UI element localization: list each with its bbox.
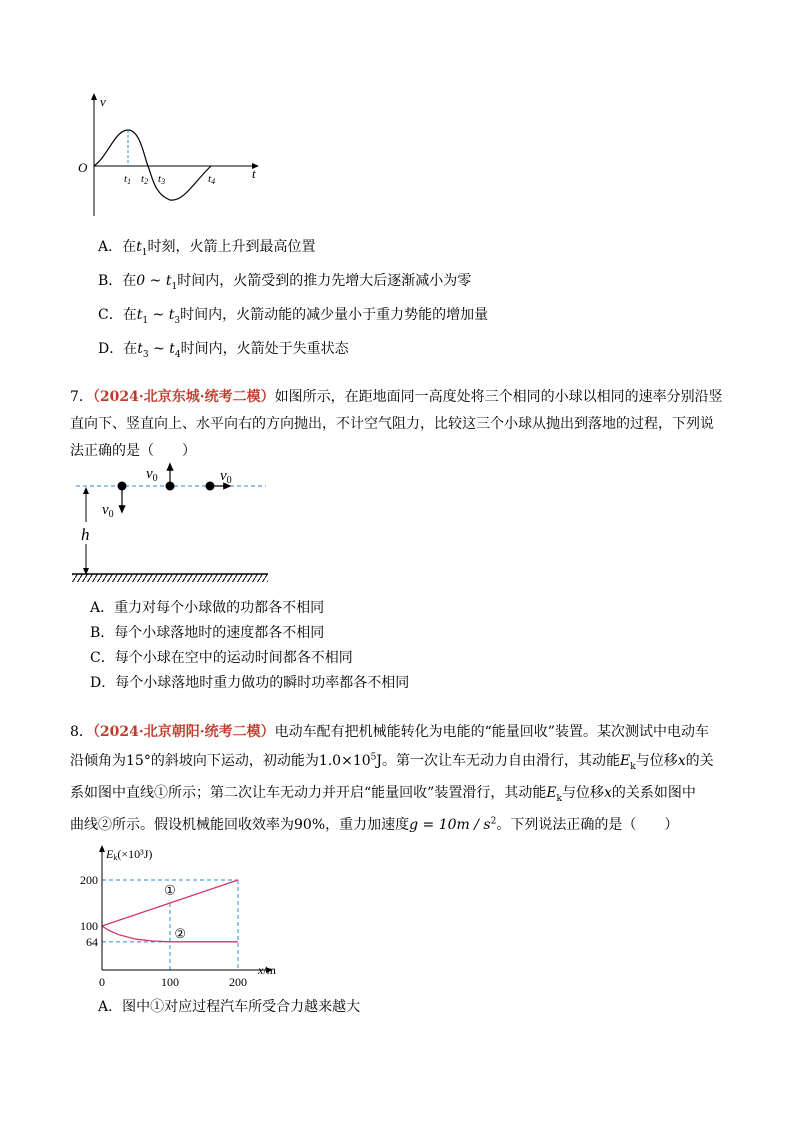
height-label: h xyxy=(81,525,90,544)
v-axis-label: v xyxy=(100,94,106,109)
tick-t1: t1 xyxy=(124,173,132,186)
ytick-100: 100 xyxy=(80,919,98,933)
origin-zero-label: 0 xyxy=(99,975,105,989)
x-axis-label: x/m xyxy=(258,963,276,977)
q8-stem-line3: 系如图中直线①所示；第二次让车无动力并开启“能量回收”装置滑行，其动能$E_k$与位移x的关系如图中 xyxy=(70,785,696,804)
q8-stem-line1: 8．（2024·北京朝阳·统考二模）电动车配有把机械能转化为电能的“能量回收”装置。某次测试中电动车 xyxy=(70,724,709,740)
q7-source-tag: （2024·北京东城·统考二模） xyxy=(92,389,275,405)
ball-upward xyxy=(166,482,175,491)
tick-t2: t2 xyxy=(141,173,149,186)
tick-t3: t3 xyxy=(158,173,166,186)
q7-stem-line1: 7．（2024·北京东城·统考二模）如图所示，在距地面同一高度处将三个相同的小球以相同的速率分别沿竖 xyxy=(70,389,723,405)
velocity-curve xyxy=(94,130,211,200)
q6-option-a[interactable]: A．在$t_1$时刻，火箭上升到最高位置 xyxy=(98,239,316,258)
q6-option-d[interactable]: D．在$t_3$ ~ $t_4$时间内，火箭处于失重状态 xyxy=(98,341,349,360)
ek-y-axis-label: Ek(×10³J) xyxy=(106,847,153,862)
ball-horizontal-v0: $v_0$ xyxy=(220,468,232,486)
q6-option-c[interactable]: C．在$t_1$ ~ $t_3$时间内，火箭动能的减少量小于重力势能的增加量 xyxy=(98,307,489,326)
q7-stem-line2: 直向下、竖直向上、水平向右的方向抛出，不计空气阻力，比较这三个小球从抛出到落地的过程，下列说 xyxy=(70,416,714,432)
energy-displacement-chart xyxy=(70,842,300,992)
q8-stem-line4: 曲线②所示。假设机械能回收效率为90%，重力加速度$g = 10m / s^2$。下列说法正确的是（ ） xyxy=(70,816,679,833)
q7-stem-line3: 法正确的是（ ） xyxy=(70,443,196,459)
xtick-200: 200 xyxy=(229,975,247,989)
velocity-time-figure xyxy=(70,90,280,225)
q7-option-c[interactable]: C．每个小球在空中的运动时间都各不相同 xyxy=(90,650,353,666)
ground-hatch xyxy=(72,574,268,582)
ytick-64: 64 xyxy=(86,934,98,949)
xtick-100: 100 xyxy=(161,975,179,989)
q8-source-tag: （2024·北京朝阳·统考二模） xyxy=(92,724,275,740)
q7-option-b[interactable]: B．每个小球落地时的速度都各不相同 xyxy=(90,625,325,641)
q6-option-b[interactable]: B．在0 ~ $t_1$时间内，火箭受到的推力先增大后逐渐减小为零 xyxy=(98,273,472,292)
q8-stem-line2: 沿倾角为15°的斜坡向下运动，初动能为$1.0\times 10^5J$。第一次让车无动力自由滑行，其动能$E_k$与位移x的关 xyxy=(70,752,714,772)
projectile-figure xyxy=(70,458,280,584)
ball-downward-v0: $v_0$ xyxy=(102,502,114,520)
series-1-label: ① xyxy=(164,882,176,898)
ball-upward-v0: $v_0$ xyxy=(146,466,158,484)
origin-label: O xyxy=(78,160,88,175)
q8-option-a[interactable]: A．图中①对应过程汽车所受合力越来越大 xyxy=(98,999,361,1015)
ball-horizontal xyxy=(206,482,215,491)
ball-downward xyxy=(118,482,127,491)
ytick-200: 200 xyxy=(80,873,98,887)
q7-option-a[interactable]: A．重力对每个小球做的功都各不相同 xyxy=(90,600,325,616)
q7-option-d[interactable]: D．每个小球落地时重力做功的瞬时功率都各不相同 xyxy=(90,675,410,691)
tick-t4: t4 xyxy=(208,173,216,186)
t-axis-label: t xyxy=(252,166,256,181)
series-2-label: ② xyxy=(174,925,187,941)
